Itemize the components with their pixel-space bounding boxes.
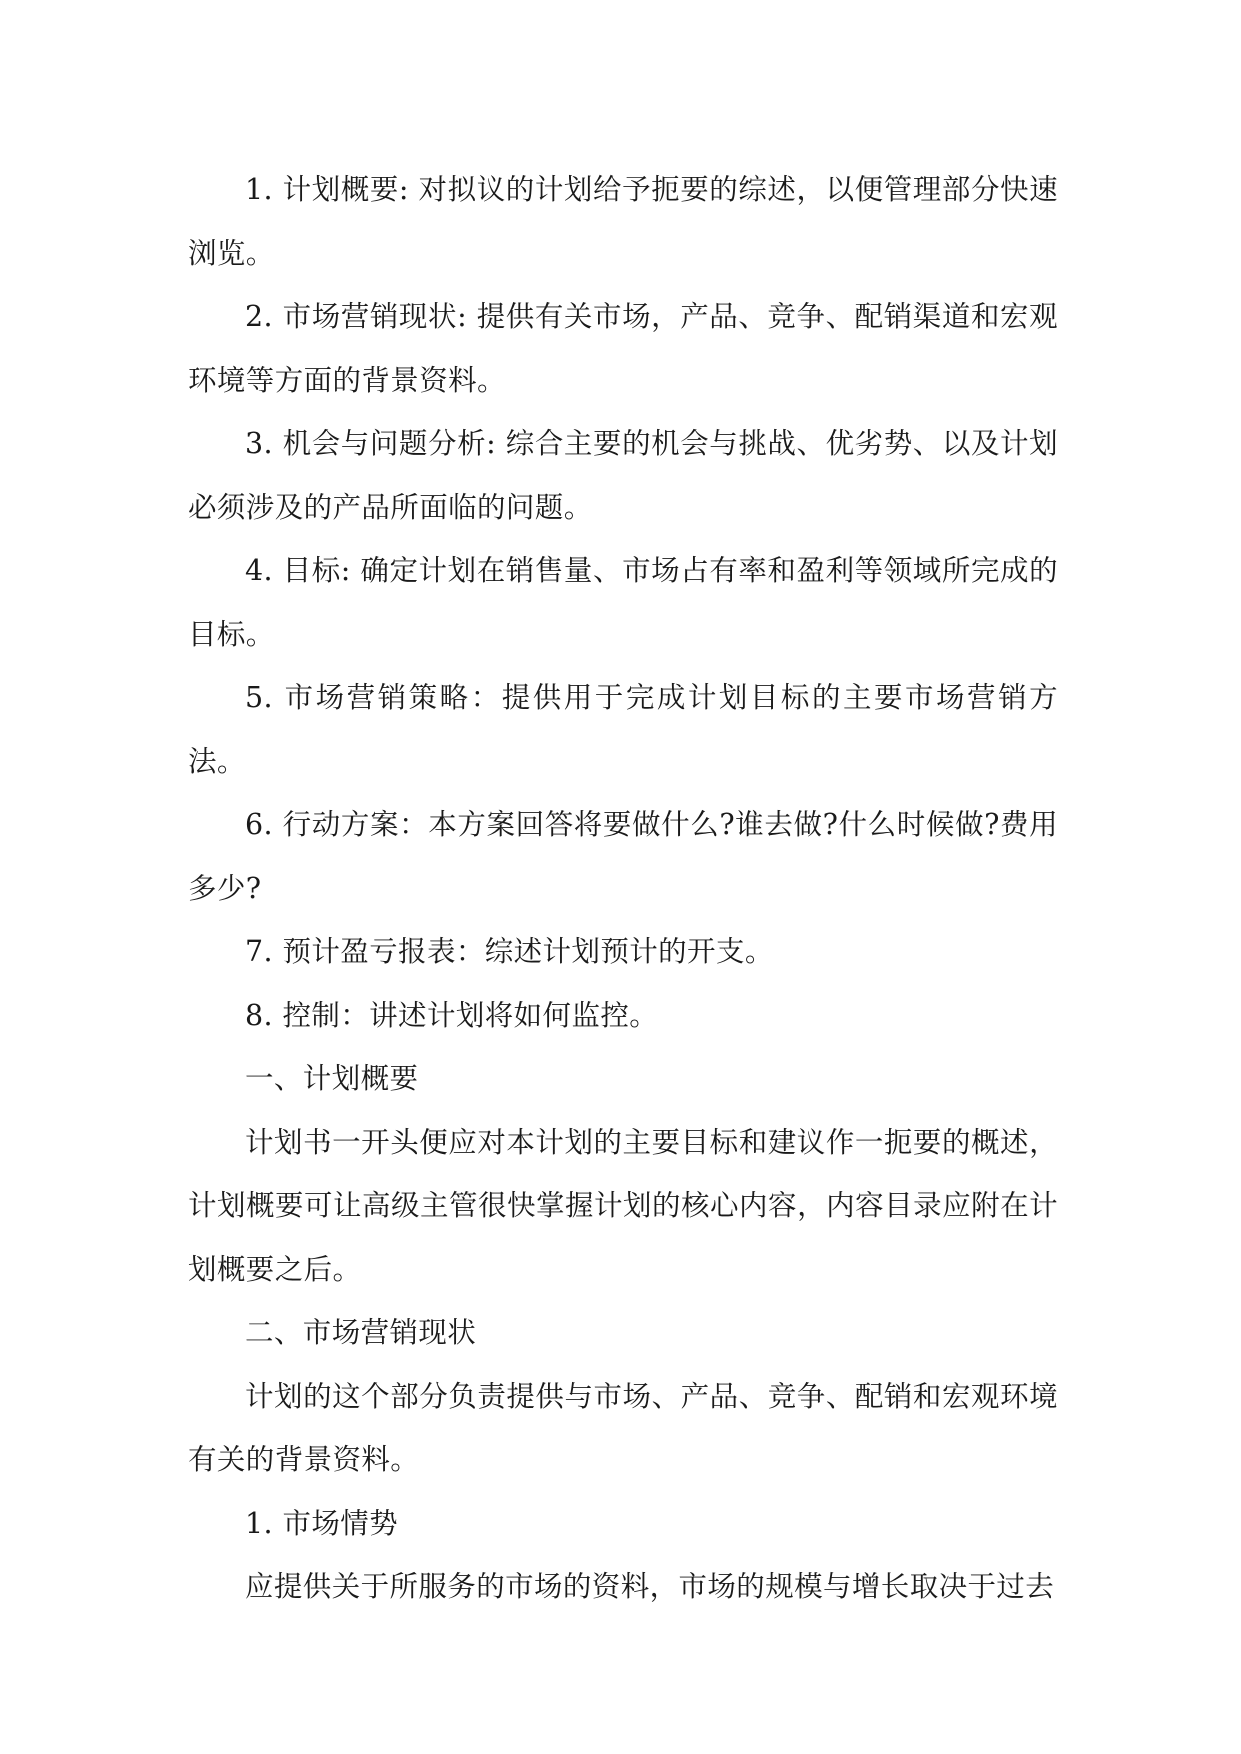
paragraph-plan-summary-body: 计划书一开头便应对本计划的主要目标和建议作一扼要的概述，计划概要可让高级主管很快掌握计划的核心内容，内容目录应附在计划概要之后。	[188, 1125, 1058, 1286]
section-heading-marketing-status: 二、市场营销现状	[245, 1316, 477, 1349]
paragraph-plan-summary-item: 1. 计划概要: 对拟议的计划给予扼要的综述，以便管理部分快速浏览。	[188, 173, 1058, 270]
section-heading-plan-summary: 一、计划概要	[245, 1062, 419, 1095]
paragraph-opportunity-analysis-item: 3. 机会与问题分析: 综合主要的机会与挑战、优劣势、以及计划必须涉及的产品所面临的问题。	[188, 427, 1058, 524]
paragraph-marketing-status-item: 2. 市场营销现状: 提供有关市场，产品、竞争、配销渠道和宏观环境等方面的背景资料。	[188, 300, 1058, 397]
paragraph-control-item: 8. 控制：讲述计划将如何监控。	[245, 998, 659, 1032]
paragraph-profit-loss-item: 7. 预计盈亏报表：综述计划预计的开支。	[245, 935, 774, 968]
paragraph-action-plan-item: 6. 行动方案：本方案回答将要做什么?谁去做?什么时候做?费用多少?	[188, 808, 1058, 905]
document-body	[188, 158, 1058, 1619]
paragraph-goals-item: 4. 目标: 确定计划在销售量、市场占有率和盈利等领域所完成的目标。	[188, 554, 1058, 651]
subsection-heading-market-situation: 1. 市场情势	[245, 1506, 399, 1540]
paragraph-marketing-strategy-item: 5. 市场营销策略：提供用于完成计划目标的主要市场营销方法。	[188, 681, 1058, 778]
paragraph-market-situation-body: 应提供关于所服务的市场的资料，市场的规模与增长取决于过去	[245, 1570, 1055, 1603]
paragraph-marketing-status-body: 计划的这个部分负责提供与市场、产品、竞争、配销和宏观环境有关的背景资料。	[188, 1379, 1058, 1476]
